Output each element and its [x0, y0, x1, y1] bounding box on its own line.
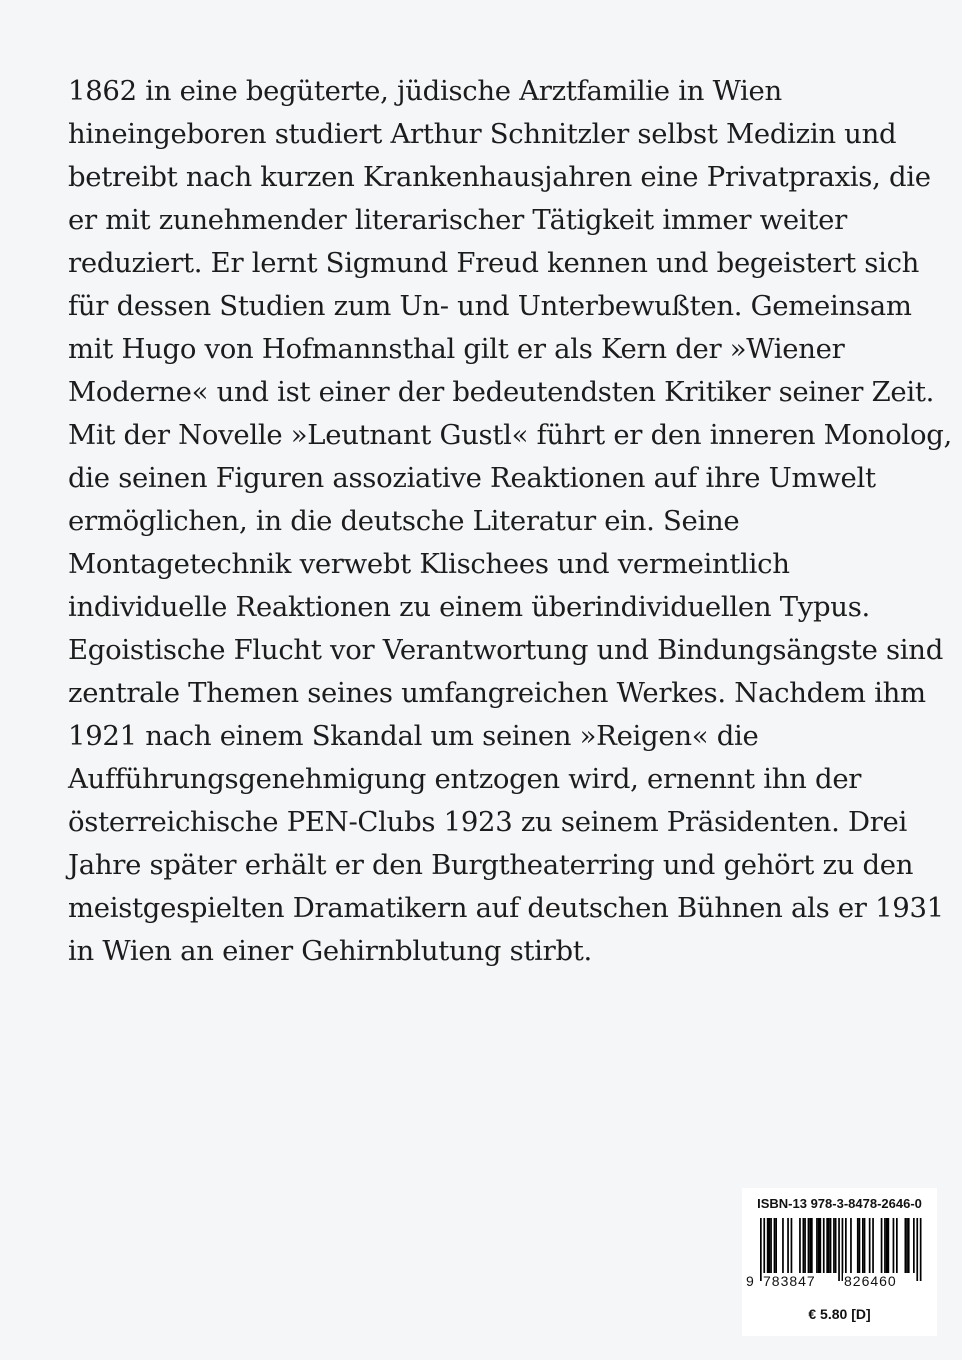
blurb-line: für dessen Studien zum Un- und Unterbewußten. Gemeinsam: [68, 290, 912, 322]
barcode-bar: [916, 1218, 918, 1281]
barcode-bar: [811, 1218, 813, 1273]
barcode-bar: [770, 1218, 772, 1273]
blurb-line: Moderne« und ist einer der bedeutendsten Kritiker seiner Zeit.: [68, 376, 935, 408]
blurb-line: hineingeboren studiert Arthur Schnitzler selbst Medizin und: [68, 118, 897, 150]
barcode-bar: [828, 1218, 830, 1273]
blurb-line: meistgespielten Dramatikern auf deutschen Bühnen als er 1931: [68, 892, 944, 924]
barcode-bar: [869, 1218, 871, 1273]
blurb-line: er mit zunehmender literarischer Tätigkeit immer weiter: [68, 204, 847, 236]
barcode-bar: [850, 1218, 852, 1273]
blurb-line: die seinen Figuren assoziative Reaktionen auf ihre Umwelt: [68, 462, 876, 494]
barcode-bar: [908, 1218, 910, 1273]
barcode-bar: [820, 1218, 822, 1273]
blurb-line: individuelle Reaktionen zu einem überindividuellen Typus.: [68, 591, 870, 623]
blurb-line: Egoistische Flucht vor Verantwortung und Bindungsängste sind: [68, 634, 944, 666]
blurb-line: in Wien an einer Gehirnblutung stirbt.: [68, 935, 592, 967]
barcode-bar: [835, 1218, 837, 1273]
barcode-bar: [884, 1218, 886, 1273]
barcode-bar: [906, 1218, 908, 1273]
barcode-bar: [787, 1218, 789, 1273]
barcode-bar: [905, 1218, 907, 1273]
barcode-bar: [830, 1218, 832, 1273]
barcode-bar: [803, 1218, 805, 1273]
barcode-bar: [760, 1218, 762, 1281]
ean-left-digits: 783847: [763, 1273, 816, 1289]
blurb-line: 1862 in eine begüterte, jüdische Arztfamilie in Wien: [68, 75, 782, 107]
barcode-bar: [767, 1218, 769, 1273]
barcode-bar: [838, 1218, 840, 1281]
barcode-bar: [791, 1218, 793, 1273]
blurb-line: Aufführungsgenehmigung entzogen wird, ernennt ihn der: [68, 763, 862, 795]
barcode-bar: [845, 1218, 847, 1273]
ean-right-digits: 826460: [844, 1273, 897, 1289]
barcode-bar: [818, 1218, 820, 1273]
barcode-bar: [893, 1218, 895, 1273]
barcode-bar: [816, 1218, 818, 1273]
barcode-bar: [799, 1218, 801, 1273]
ean-first-digit: 9: [746, 1273, 754, 1289]
isbn-text: ISBN-13 978-3-8478-2646-0: [757, 1196, 922, 1211]
barcode-bar: [920, 1218, 922, 1281]
barcode-bar: [763, 1218, 765, 1281]
barcode-bar: [833, 1218, 835, 1273]
barcode-bar: [913, 1218, 915, 1273]
barcode-bar: [808, 1218, 810, 1273]
barcode-bar: [862, 1218, 864, 1273]
blurb-line: 1921 nach einem Skandal um seinen »Reigen« die: [68, 720, 759, 752]
blurb-line: mit Hugo von Hofmannsthal gilt er als Kern der »Wiener: [68, 333, 845, 365]
barcode-label: [742, 1188, 937, 1336]
barcode-bar: [859, 1218, 861, 1273]
barcode-bar: [886, 1218, 888, 1273]
blurb-line: reduziert. Er lernt Sigmund Freud kennen und begeistert sich: [68, 247, 920, 279]
blurb-line: Montagetechnik verwebt Klischees und vermeintlich: [68, 548, 790, 580]
blurb-line: zentrale Themen seines umfangreichen Werkes. Nachdem ihm: [68, 677, 926, 709]
barcode-bar: [888, 1218, 890, 1273]
barcode-bar: [823, 1218, 825, 1273]
barcode-bar: [775, 1218, 777, 1273]
barcode-bar: [872, 1218, 874, 1273]
blurb-line: Mit der Novelle »Leutnant Gustl« führt er den inneren Monolog,: [68, 419, 952, 451]
back-cover-blurb: [68, 70, 952, 973]
blurb-line: Jahre später erhält er den Burgtheaterring und gehört zu den: [68, 849, 914, 881]
barcode-bar: [881, 1218, 883, 1273]
barcode-bar: [842, 1218, 844, 1281]
price-text: € 5.80 [D]: [808, 1306, 871, 1322]
barcode-bar: [826, 1218, 828, 1273]
blurb-line: österreichische PEN-Clubs 1923 zu seinem Präsidenten. Drei: [68, 806, 908, 838]
barcode-bar: [769, 1218, 771, 1273]
barcode-bar: [896, 1218, 898, 1273]
barcode-bar: [857, 1218, 859, 1273]
blurb-line: ermöglichen, in die deutsche Literatur ein. Seine: [68, 505, 740, 537]
barcode-bar: [804, 1218, 806, 1273]
barcode-bar: [864, 1218, 866, 1273]
barcode-bar: [774, 1218, 776, 1273]
blurb-line: betreibt nach kurzen Krankenhausjahren eine Privatpraxis, die: [68, 161, 931, 193]
barcode-bar: [782, 1218, 784, 1273]
barcode-bar: [809, 1218, 811, 1273]
